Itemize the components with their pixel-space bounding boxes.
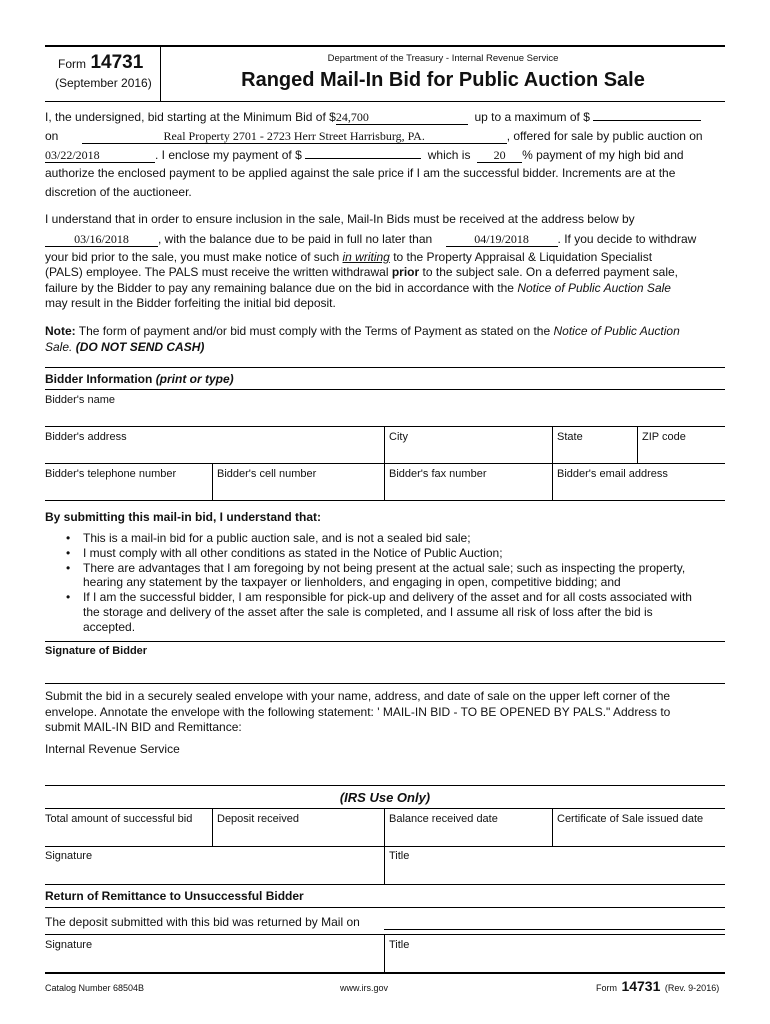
fax-label: Bidder's fax number (389, 468, 487, 480)
sale-date-field[interactable]: 03/22/2018 (45, 149, 155, 163)
irs-url: www.irs.gov (340, 983, 389, 993)
form-word: Form (58, 57, 86, 71)
form-number: 14731 (90, 52, 144, 73)
min-bid-field[interactable]: 24,700 (336, 111, 468, 125)
bidder-name-field[interactable] (45, 408, 725, 426)
telephone-field[interactable] (45, 482, 211, 499)
remittance-signature-label: Signature (45, 939, 93, 951)
payment-field[interactable] (305, 158, 421, 159)
deposit-returned-text: The deposit submitted with this bid was returned by Mail on (45, 915, 360, 929)
terms-list (66, 531, 726, 635)
remittance-title-label: Title (389, 939, 410, 951)
remittance-heading: Return of Remittance to Unsuccessful Bidder (45, 889, 304, 903)
cell-field[interactable] (213, 482, 383, 499)
total-bid-label: Total amount of successful bid (45, 813, 193, 825)
zip-field[interactable] (638, 445, 725, 462)
fax-field[interactable] (385, 482, 551, 499)
property-field[interactable]: Real Property 2701 - 2723 Herr Street Harrisburg, PA. (82, 130, 507, 144)
deposit-received-label: Deposit received (217, 813, 299, 825)
list-item: • If I am the successful bidder, I am responsible for pick-up and delivery of the asset and for all costs associated with the storage and delivery of the asset after the sale is completed, and I assume all risk of loss after the bid is accepted. (66, 590, 692, 634)
receive-date-field[interactable]: 03/16/2018 (45, 233, 158, 247)
certificate-issued-label: Certificate of Sale issued date (557, 813, 704, 825)
city-label: City (389, 431, 408, 443)
telephone-label: Bidder's telephone number (45, 468, 177, 480)
submit-line-1: Submit the bid in a securely sealed envelope with your name, address, and date of sale on the upper left corner of the (45, 689, 671, 703)
understand-line-5: failure by the Bidder to pay any remaining balance due on the bid in accordance with the Notice of Public Auction Sale (45, 281, 671, 295)
understand-line-6: may result in the Bidder forfeiting the initial bid deposit. (45, 296, 336, 310)
agency-name: Internal Revenue Service (45, 742, 180, 756)
max-bid-field[interactable] (593, 120, 701, 121)
state-label: State (557, 431, 583, 443)
intro-line-3: 03/22/2018 . I enclose my payment of $ which is 20 % payment of my high bid and (45, 148, 684, 162)
understand-line-3: your bid prior to the sale, you must make notice of such in writing to the Property Appraisal & Liquidation Specialist (45, 250, 653, 264)
submit-line-2: envelope. Annotate the envelope with the following statement: ' MAIL-IN BID - TO BE OPENED BY PALS." Address to (45, 705, 671, 719)
note-line-1: Note: The form of payment and/or bid must comply with the Terms of Payment as stated on the Notice of Public Auction (45, 324, 680, 338)
irs-signature-label: Signature (45, 850, 93, 862)
intro-line-2: on Real Property 2701 - 2723 Herr Street Harrisburg, PA. , offered for sale by public auction on (45, 129, 703, 143)
irs-title-label: Title (389, 850, 410, 862)
bidder-address-label: Bidder's address (45, 431, 127, 443)
state-field[interactable] (553, 445, 636, 462)
form-number-block (58, 52, 143, 74)
understand-line-2: 03/16/2018 , with the balance due to be paid in full no later than 04/19/2018 . If you decide to withdraw (45, 232, 725, 247)
page-title: Ranged Mail-In Bid for Public Auction Sale (241, 69, 645, 91)
intro-line-1: I, the undersigned, bid starting at the Minimum Bid of $24,700 up to a maximum of $ (45, 110, 725, 125)
form-date: (September 2016) (55, 76, 152, 90)
city-field[interactable] (385, 445, 551, 462)
deposit-returned-date-field[interactable] (384, 914, 725, 930)
department-line: Department of the Treasury - Internal Revenue Service (327, 53, 559, 64)
intro-line-4: authorize the enclosed payment to be applied against the sale price if I am the successful bidder. Increments are at the (45, 166, 676, 180)
balance-date-field[interactable]: 04/19/2018 (446, 233, 558, 247)
zip-label: ZIP code (642, 431, 686, 443)
understand-line-4: (PALS) employee. The PALS must receive the written withdrawal prior to the subject sale. On a deferred payment sale, (45, 265, 678, 279)
understand-line-1: I understand that in order to ensure inclusion in the sale, Mail-In Bids must be received at the address below by (45, 212, 635, 226)
bidder-name-label: Bidder's name (45, 394, 115, 406)
irs-use-heading: (IRS Use Only) (339, 790, 431, 805)
email-field[interactable] (553, 482, 725, 499)
email-label: Bidder's email address (557, 468, 668, 480)
intro-line-5: discretion of the auctioneer. (45, 185, 192, 199)
terms-heading: By submitting this mail-in bid, I understand that: (45, 510, 321, 524)
list-item: • I must comply with all other conditions as stated in the Notice of Public Auction; (66, 545, 503, 560)
balance-received-label: Balance received date (389, 813, 498, 825)
bidder-address-field[interactable] (45, 445, 383, 462)
footer-form-id: Form 14731 (Rev. 9-2016) (596, 978, 720, 994)
note-line-2: Sale. (DO NOT SEND CASH) (45, 340, 205, 354)
submit-line-3: submit MAIL-IN BID and Remittance: (45, 720, 242, 734)
signature-of-bidder-label: Signature of Bidder (45, 645, 148, 657)
list-item: • This is a mail-in bid for a public auction sale, and is not a sealed bid sale; (66, 531, 471, 545)
signature-of-bidder-field[interactable] (45, 660, 725, 682)
catalog-number: Catalog Number 68504B (45, 983, 145, 993)
cell-label: Bidder's cell number (217, 468, 317, 480)
bidder-info-heading: Bidder Information (print or type) (45, 372, 234, 386)
list-item: • There are advantages that I am foregoing by not being present at the actual sale; such as inspecting the property, hearing any statement by the taxpayer or lienholders, and engaging in open, competitive bidding; and (66, 560, 686, 590)
percent-field[interactable]: 20 (477, 149, 522, 163)
